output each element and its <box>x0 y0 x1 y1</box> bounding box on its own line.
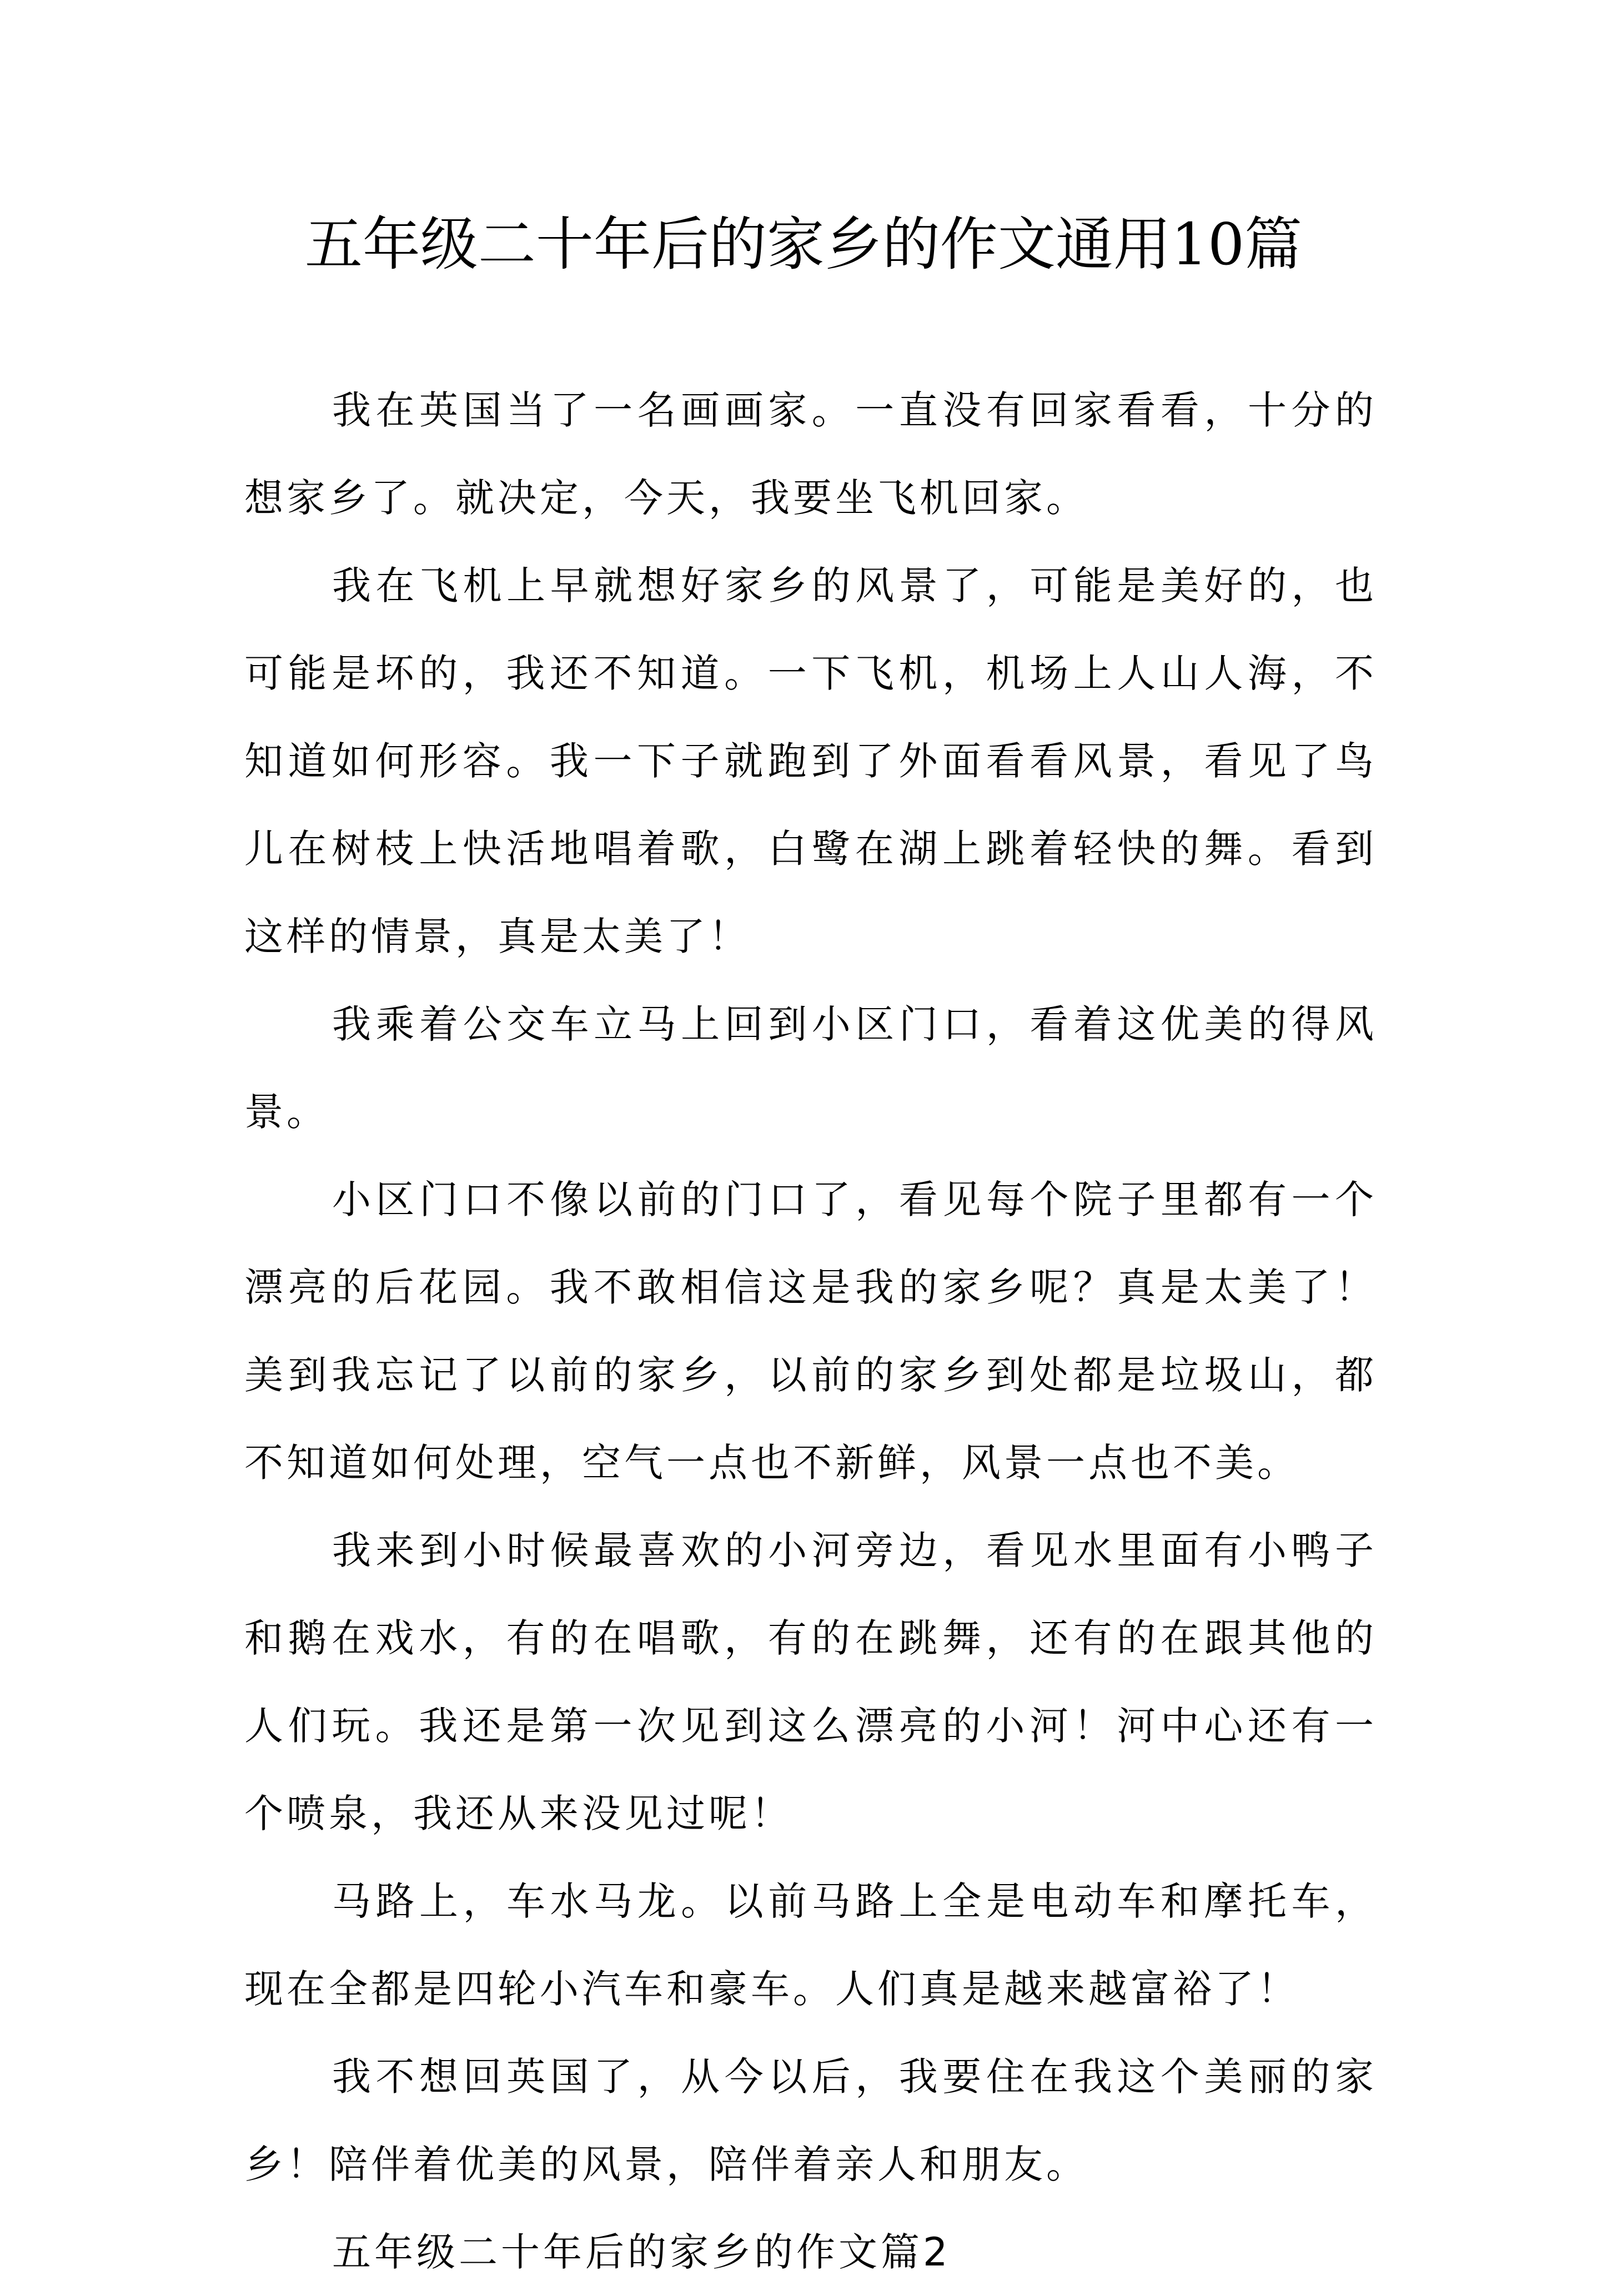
paragraph-2: 我在飞机上早就想好家乡的风景了，可能是美好的，也可能是坏的，我还不知道。一下飞机，机场上人山人海，不知道如何形容。我一下子就跑到了外面看看风景，看见了鸟儿在树枝上快活地唱着歌，白鹭在湖上跳着轻快的舞。看到这样的情景，真是太美了！ <box>244 563 1377 959</box>
paragraph-4: 小区门口不像以前的门口了，看见每个院子里都有一个漂亮的后花园。我不敢相信这是我的家乡呢？真是太美了！美到我忘记了以前的家乡，以前的家乡到处都是垃圾山，都不知道如何处理，空气一点也不新鲜，风景一点也不美。 <box>244 1177 1377 1486</box>
paragraph-6: 马路上，车水马龙。以前马路上全是电动车和摩托车，现在全都是四轮小汽车和豪车。人们真是越来越富裕了！ <box>244 1879 1377 2012</box>
document-title: 五年级二十年后的家乡的作文通用10篇 <box>304 210 1303 278</box>
document-body <box>244 366 1377 2296</box>
paragraph-1: 我在英国当了一名画画家。一直没有回家看看，十分的想家乡了。就决定，今天，我要坐飞机回家。 <box>244 387 1377 521</box>
paragraph-3: 我乘着公交车立马上回到小区门口，看着这优美的得风景。 <box>244 1001 1377 1135</box>
paragraph-7: 我不想回英国了，从今以后，我要住在我这个美丽的家乡！陪伴着优美的风景，陪伴着亲人和朋友。 <box>244 2054 1377 2187</box>
paragraph-5: 我来到小时候最喜欢的小河旁边，看见水里面有小鸭子和鹅在戏水，有的在唱歌，有的在跳舞，还有的在跟其他的人们玩。我还是第一次见到这么漂亮的小河！河中心还有一个喷泉，我还从来没见过呢！ <box>244 1528 1377 1836</box>
section-heading-2: 五年级二十年后的家乡的作文篇2 <box>332 2229 951 2275</box>
